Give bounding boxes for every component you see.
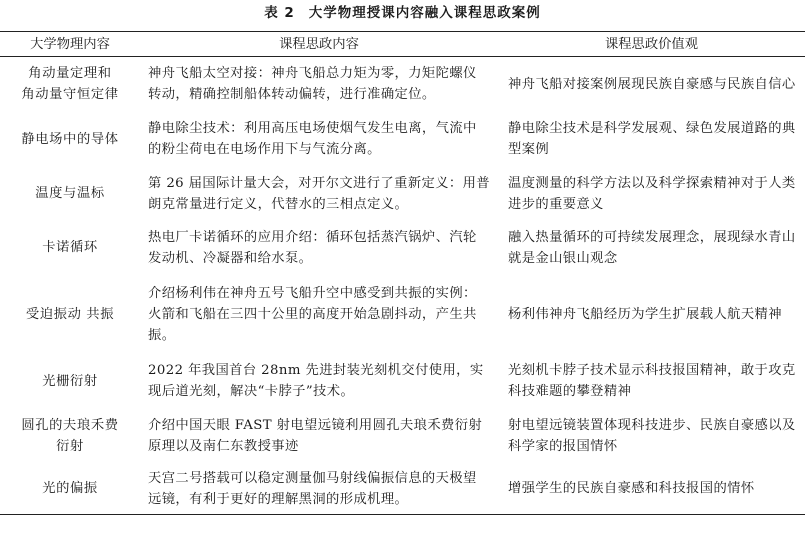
topic-cell xyxy=(0,167,140,221)
table-row xyxy=(0,167,805,221)
topic-line: 衍射 xyxy=(56,439,84,454)
table-row xyxy=(0,112,805,167)
topic-line: 受迫振动 共振 xyxy=(25,306,115,322)
topic-cell xyxy=(0,57,140,112)
table-row xyxy=(0,354,805,409)
table-title: 大学物理授课内容融入课程思政案例 xyxy=(308,5,541,21)
content-cell: 第 26 届国际计量大会，对开尔文进行了重新定义：用普朗克常量进行定义，代替水的三相点定义。 xyxy=(148,175,491,212)
cases-table xyxy=(0,31,805,515)
table-row xyxy=(0,57,805,112)
topic-line: 圆孔的夫琅禾费 xyxy=(21,418,119,433)
content-cell: 神舟飞船太空对接：神舟飞船总力矩为零，力矩陀螺仪转动，精确控制船体转动偏转，进行准确定位。 xyxy=(148,66,477,103)
value-cell: 融入热量循环的可持续发展理念，展现绿水青山就是金山银山观念 xyxy=(508,229,796,266)
header-physics-content: 大学物理内容 xyxy=(30,36,110,52)
table-row xyxy=(0,409,805,464)
table-row xyxy=(0,464,805,515)
content-cell: 天宫二号搭载可以稳定测量伽马射线偏振信息的天极望远镜，有利于更好的理解黑洞的形成机理。 xyxy=(148,470,477,507)
value-cell: 静电除尘技术是科学发展观、绿色发展道路的典型案例 xyxy=(508,121,796,157)
header-ideology-content: 课程思政内容 xyxy=(279,36,359,52)
topic-line: 角动量定理和 xyxy=(28,66,112,82)
value-cell: 杨利伟神舟飞船经历为学生扩展载人航天精神 xyxy=(508,306,782,322)
content-cell: 2022 年我国首台 28nm 先进封装光刻机交付使用，实现后道光刻，解决“卡脖子”技术。 xyxy=(148,363,484,399)
value-cell: 神舟飞船对接案例展现民族自豪感与民族自信心 xyxy=(508,76,796,92)
table-row xyxy=(0,275,805,354)
topic-line: 角动量守恒定律 xyxy=(21,87,119,103)
topic-cell xyxy=(0,354,140,409)
header-ideology-value: 课程思政价值观 xyxy=(604,36,699,52)
header-row xyxy=(0,32,805,57)
content-cell: 热电厂卡诺循环的应用介绍：循环包括蒸汽锅炉、汽轮发动机、冷凝器和给水泵。 xyxy=(148,229,477,266)
value-cell: 增强学生的民族自豪感和科技报国的情怀 xyxy=(508,481,755,497)
topic-line: 光的偏振 xyxy=(42,481,98,497)
topic-line: 光栅衍射 xyxy=(42,373,98,389)
table-caption xyxy=(0,4,805,22)
topic-line: 温度与温标 xyxy=(35,186,105,201)
table-row xyxy=(0,221,805,275)
topic-line: 卡诺循环 xyxy=(42,240,98,255)
topic-cell xyxy=(0,112,140,167)
topic-cell xyxy=(0,275,140,354)
table-number: 表 2 xyxy=(264,5,295,21)
content-cell: 介绍中国天眼 FAST 射电望远镜利用圆孔夫琅禾费衍射原理以及南仁东教授事迹 xyxy=(148,418,483,454)
content-cell: 介绍杨利伟在神舟五号飞船升空中感受到共振的实例：火箭和飞船在三四十公里的高度开始急剧抖动，产生共振。 xyxy=(148,285,477,343)
value-cell: 温度测量的科学方法以及科学探索精神对于人类进步的重要意义 xyxy=(508,175,796,212)
topic-cell xyxy=(0,221,140,275)
value-cell: 射电望远镜装置体现科技进步、民族自豪感以及科学家的报国情怀 xyxy=(508,418,796,454)
topic-line: 静电场中的导体 xyxy=(21,131,119,147)
topic-cell xyxy=(0,409,140,464)
topic-cell xyxy=(0,464,140,515)
content-cell: 静电除尘技术：利用高压电场使烟气发生电离，气流中的粉尘荷电在电场作用下与气流分离。 xyxy=(148,121,477,157)
value-cell: 光刻机卡脖子技术显示科技报国精神，敢于攻克科技难题的攀登精神 xyxy=(508,363,796,399)
